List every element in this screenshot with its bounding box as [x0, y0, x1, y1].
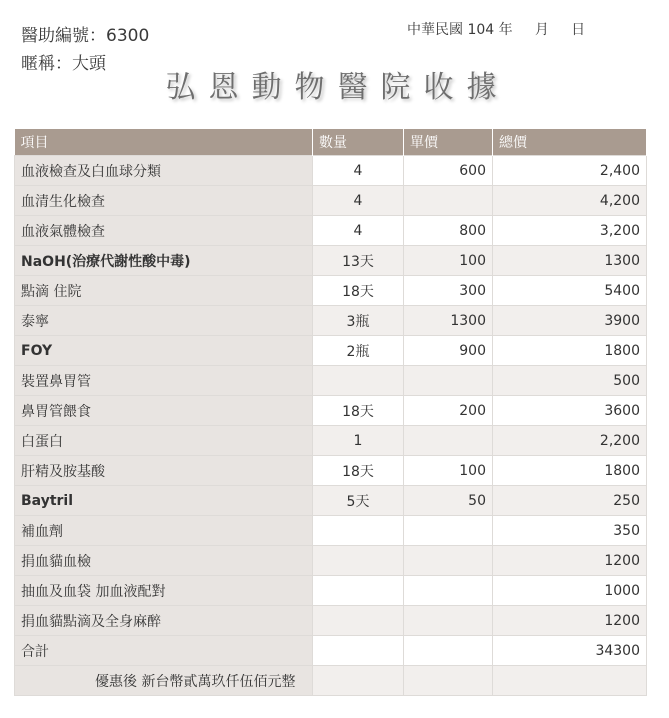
item-total: 2,400 [493, 156, 647, 186]
item-qty: 5天 [313, 486, 404, 516]
item-price [404, 516, 493, 546]
table-header-row [15, 129, 647, 156]
table-row [15, 516, 647, 546]
item-name: 抽血及血袋 加血液配對 [15, 576, 313, 606]
item-name: Baytril [15, 486, 313, 516]
sum-qty-cell [313, 636, 404, 666]
item-name: 鼻胃管餵食 [15, 396, 313, 426]
page-title: 弘恩動物醫院收據 [165, 70, 510, 105]
item-qty: 4 [313, 186, 404, 216]
item-total: 1200 [493, 546, 647, 576]
item-name: 泰寧 [15, 306, 313, 336]
table-row [15, 486, 647, 516]
item-name: 肝精及胺基酸 [15, 456, 313, 486]
item-total: 350 [493, 516, 647, 546]
item-price: 50 [404, 486, 493, 516]
item-name: 補血劑 [15, 516, 313, 546]
sum-row [15, 636, 647, 666]
item-qty: 4 [313, 216, 404, 246]
table-row [15, 576, 647, 606]
item-total: 500 [493, 366, 647, 396]
receipt-date: 中華民國 104 年 月 日 [407, 22, 586, 38]
item-price: 100 [404, 246, 493, 276]
item-price [404, 366, 493, 396]
table-row [15, 606, 647, 636]
item-name: 血清生化檢查 [15, 186, 313, 216]
item-price: 600 [404, 156, 493, 186]
table-row [15, 216, 647, 246]
item-total: 1300 [493, 246, 647, 276]
item-name: 捐血貓血檢 [15, 546, 313, 576]
discount-row [15, 666, 647, 696]
item-qty: 18天 [313, 396, 404, 426]
item-name: 血液檢查及白血球分類 [15, 156, 313, 186]
item-name: FOY [15, 336, 313, 366]
discount-label: 優惠後 新台幣貳萬玖仟伍佰元整 [15, 666, 313, 696]
item-total: 4,200 [493, 186, 647, 216]
item-price [404, 576, 493, 606]
item-qty: 2瓶 [313, 336, 404, 366]
assistant-id: 醫助編號：6300 [21, 26, 150, 46]
item-total: 3,200 [493, 216, 647, 246]
item-qty: 18天 [313, 276, 404, 306]
table-row [15, 156, 647, 186]
item-qty [313, 546, 404, 576]
item-qty [313, 516, 404, 546]
discount-total-cell [493, 666, 647, 696]
item-qty: 3瓶 [313, 306, 404, 336]
item-price: 200 [404, 396, 493, 426]
table-row [15, 336, 647, 366]
item-total: 2,200 [493, 426, 647, 456]
table-row [15, 426, 647, 456]
header-item: 項目 [15, 129, 313, 156]
sum-label: 合計 [15, 636, 313, 666]
sum-price-cell [404, 636, 493, 666]
item-price: 1300 [404, 306, 493, 336]
item-price [404, 426, 493, 456]
table-row [15, 546, 647, 576]
nickname: 暱稱：大頭 [21, 54, 106, 74]
item-total: 250 [493, 486, 647, 516]
item-price [404, 546, 493, 576]
item-total: 5400 [493, 276, 647, 306]
discount-qty-cell [313, 666, 404, 696]
item-qty: 13天 [313, 246, 404, 276]
sum-total: 34300 [493, 636, 647, 666]
item-qty [313, 576, 404, 606]
item-total: 1200 [493, 606, 647, 636]
table-row [15, 246, 647, 276]
item-total: 1800 [493, 456, 647, 486]
item-name: 捐血貓點滴及全身麻醉 [15, 606, 313, 636]
table-row [15, 366, 647, 396]
item-name: 點滴 住院 [15, 276, 313, 306]
item-price [404, 606, 493, 636]
table-row [15, 456, 647, 486]
item-qty: 1 [313, 426, 404, 456]
item-price: 800 [404, 216, 493, 246]
item-price: 100 [404, 456, 493, 486]
table-row [15, 276, 647, 306]
receipt-table [14, 129, 647, 696]
item-total: 1800 [493, 336, 647, 366]
item-qty [313, 606, 404, 636]
discount-price-cell [404, 666, 493, 696]
item-name: NaOH(治療代謝性酸中毒) [15, 246, 313, 276]
table-row [15, 306, 647, 336]
header-price: 單價 [404, 129, 493, 156]
header-qty: 數量 [313, 129, 404, 156]
item-name: 血液氣體檢查 [15, 216, 313, 246]
item-total: 1000 [493, 576, 647, 606]
table-body [15, 156, 647, 636]
table-row [15, 396, 647, 426]
item-qty [313, 366, 404, 396]
header-total: 總價 [493, 129, 647, 156]
item-qty: 18天 [313, 456, 404, 486]
item-total: 3600 [493, 396, 647, 426]
item-price [404, 186, 493, 216]
item-total: 3900 [493, 306, 647, 336]
item-name: 白蛋白 [15, 426, 313, 456]
item-qty: 4 [313, 156, 404, 186]
item-price: 900 [404, 336, 493, 366]
item-name: 裝置鼻胃管 [15, 366, 313, 396]
table-row [15, 186, 647, 216]
item-price: 300 [404, 276, 493, 306]
